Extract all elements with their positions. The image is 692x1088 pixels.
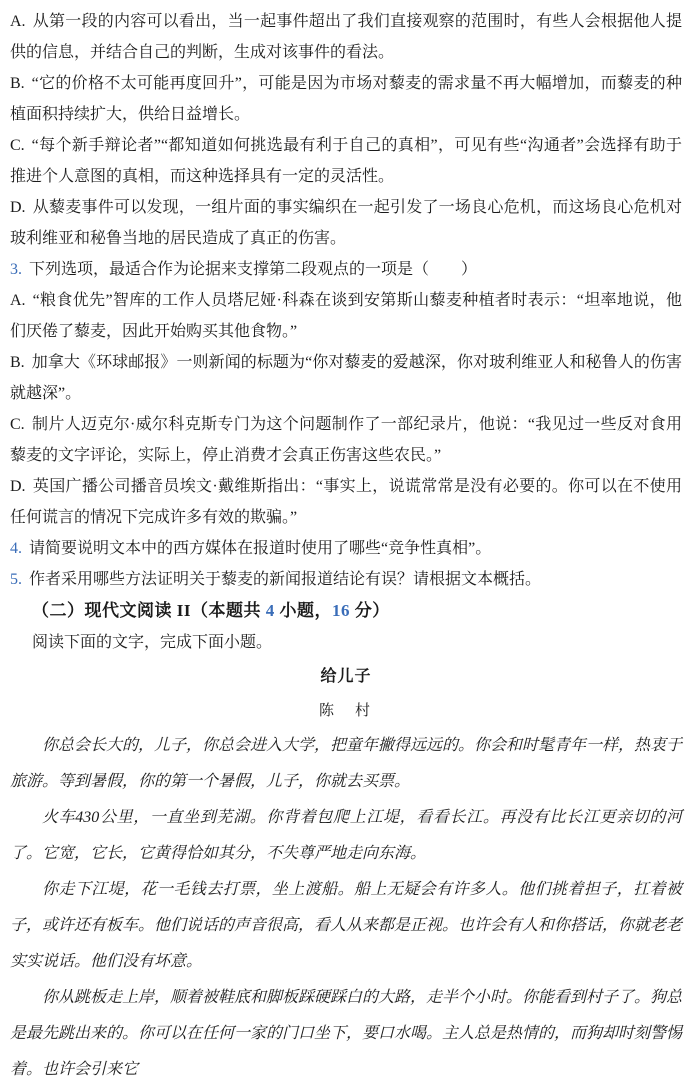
option-text: 英国广播公司播音员埃文·戴维斯指出：“事实上，说谎常常是没有必要的。你可以在不使用任何谎言的情况下完成许多有效的欺骗。” bbox=[10, 478, 682, 526]
question-number: 3. bbox=[10, 261, 22, 278]
section-heading bbox=[10, 595, 682, 627]
passage-paragraph: 你从跳板走上岸，顺着被鞋底和脚板踩硬踩白的大路，走半个小时。你能看到村子了。狗总是最先跳出来的。你可以在任何一家的门口坐下，要口水喝。主人总是热情的，而狗却时刻警惕着。也许会引来它 bbox=[10, 989, 683, 1078]
question-number: 4. bbox=[10, 540, 22, 557]
q3-option-a bbox=[10, 285, 682, 347]
question-text: 作者采用哪些方法证明关于藜麦的新闻报道结论有误？请根据文本概括。 bbox=[29, 571, 542, 588]
option-label: B. bbox=[10, 354, 25, 371]
question-3-stem bbox=[10, 254, 682, 285]
option-label: C. bbox=[10, 137, 25, 154]
option-text: “它的价格不太可能再度回升”，可能是因为市场对藜麦的需求量不再大幅增加，而藜麦的种植面积持续扩大，供给日益增长。 bbox=[10, 75, 682, 123]
passage-title: 给儿子 bbox=[320, 668, 372, 685]
question-text: 下列选项，最适合作为论据来支撑第二段观点的一项是（ ） bbox=[29, 261, 478, 278]
option-text: “每个新手辩论者”“都知道如何挑选最有利于自己的真相”，可见有些“沟通者”会选择有助于推进个人意图的真相，而这种选择具有一定的灵活性。 bbox=[10, 137, 682, 185]
passage-paragraph: 火车430公里，一直坐到芜湖。你背着包爬上江堤，看看长江。再没有比长江更亲切的河了。它宽，它长，它黄得恰如其分，不失尊严地走向东海。 bbox=[10, 809, 682, 862]
section-heading-text: 小题， bbox=[274, 601, 332, 620]
section-heading-score: 16 bbox=[331, 601, 350, 620]
question-5 bbox=[10, 564, 682, 595]
option-text: 加拿大《环球邮报》一则新闻的标题为“你对藜麦的爱越深，你对玻利维亚人和秘鲁人的伤害就越深”。 bbox=[10, 354, 682, 402]
option-label: B. bbox=[10, 75, 25, 92]
passage-paragraph: 你走下江堤，花一毛钱去打票，坐上渡船。船上无疑会有许多人。他们挑着担子，扛着被子，或许还有板车。他们说话的声音很高，看人从来都是正视。也许会有人和你搭话，你就老老实实说话。他们没有坏意。 bbox=[10, 881, 683, 970]
section-heading-text: （二）现代文阅读 II（本题共 bbox=[32, 601, 266, 620]
option-label: D. bbox=[10, 199, 26, 216]
option-text: 从藜麦事件可以发现，一组片面的事实编织在一起引发了一场良心危机，而这场良心危机对玻利维亚和秘鲁当地的居民造成了真正的伤害。 bbox=[10, 199, 682, 247]
passage-paragraph: 你总会长大的，儿子，你总会进入大学，把童年撇得远远的。你会和时髦青年一样，热衷于旅游。等到暑假，你的第一个暑假，儿子，你就去买票。 bbox=[10, 737, 683, 790]
q3-option-c bbox=[10, 409, 682, 471]
option-label: A. bbox=[10, 292, 26, 309]
option-b bbox=[10, 68, 682, 130]
q3-option-b bbox=[10, 347, 682, 409]
option-label: D. bbox=[10, 478, 26, 495]
option-c bbox=[10, 130, 682, 192]
question-text: 请简要说明文本中的西方媒体在报道时使用了哪些“竞争性真相”。 bbox=[29, 540, 492, 557]
section-heading-text: 分） bbox=[349, 601, 390, 620]
option-label: C. bbox=[10, 416, 25, 433]
question-number: 5. bbox=[10, 571, 22, 588]
question-4 bbox=[10, 533, 682, 564]
q3-option-d bbox=[10, 471, 682, 533]
option-text: 从第一段的内容可以看出，当一起事件超出了我们直接观察的范围时，有些人会根据他人提供的信息，并结合自己的判断，生成对该事件的看法。 bbox=[10, 13, 682, 61]
option-d bbox=[10, 192, 682, 254]
passage-author: 陈 村 bbox=[318, 703, 373, 719]
option-label: A. bbox=[10, 13, 26, 30]
option-text: 制片人迈克尔·威尔科克斯专门为这个问题制作了一部纪录片，他说：“我见过一些反对食用藜麦的文字评论，实际上，停止消费才会真正伤害这些农民。” bbox=[10, 416, 682, 464]
option-a bbox=[10, 6, 682, 68]
section-heading-count: 4 bbox=[265, 601, 275, 620]
option-text: “粮食优先”智库的工作人员塔尼娅·科森在谈到安第斯山藜麦种植者时表示：“坦率地说，他们厌倦了藜麦，因此开始购买其他食物。” bbox=[10, 292, 682, 340]
reading-instruction: 阅读下面的文字，完成下面小题。 bbox=[32, 634, 273, 651]
